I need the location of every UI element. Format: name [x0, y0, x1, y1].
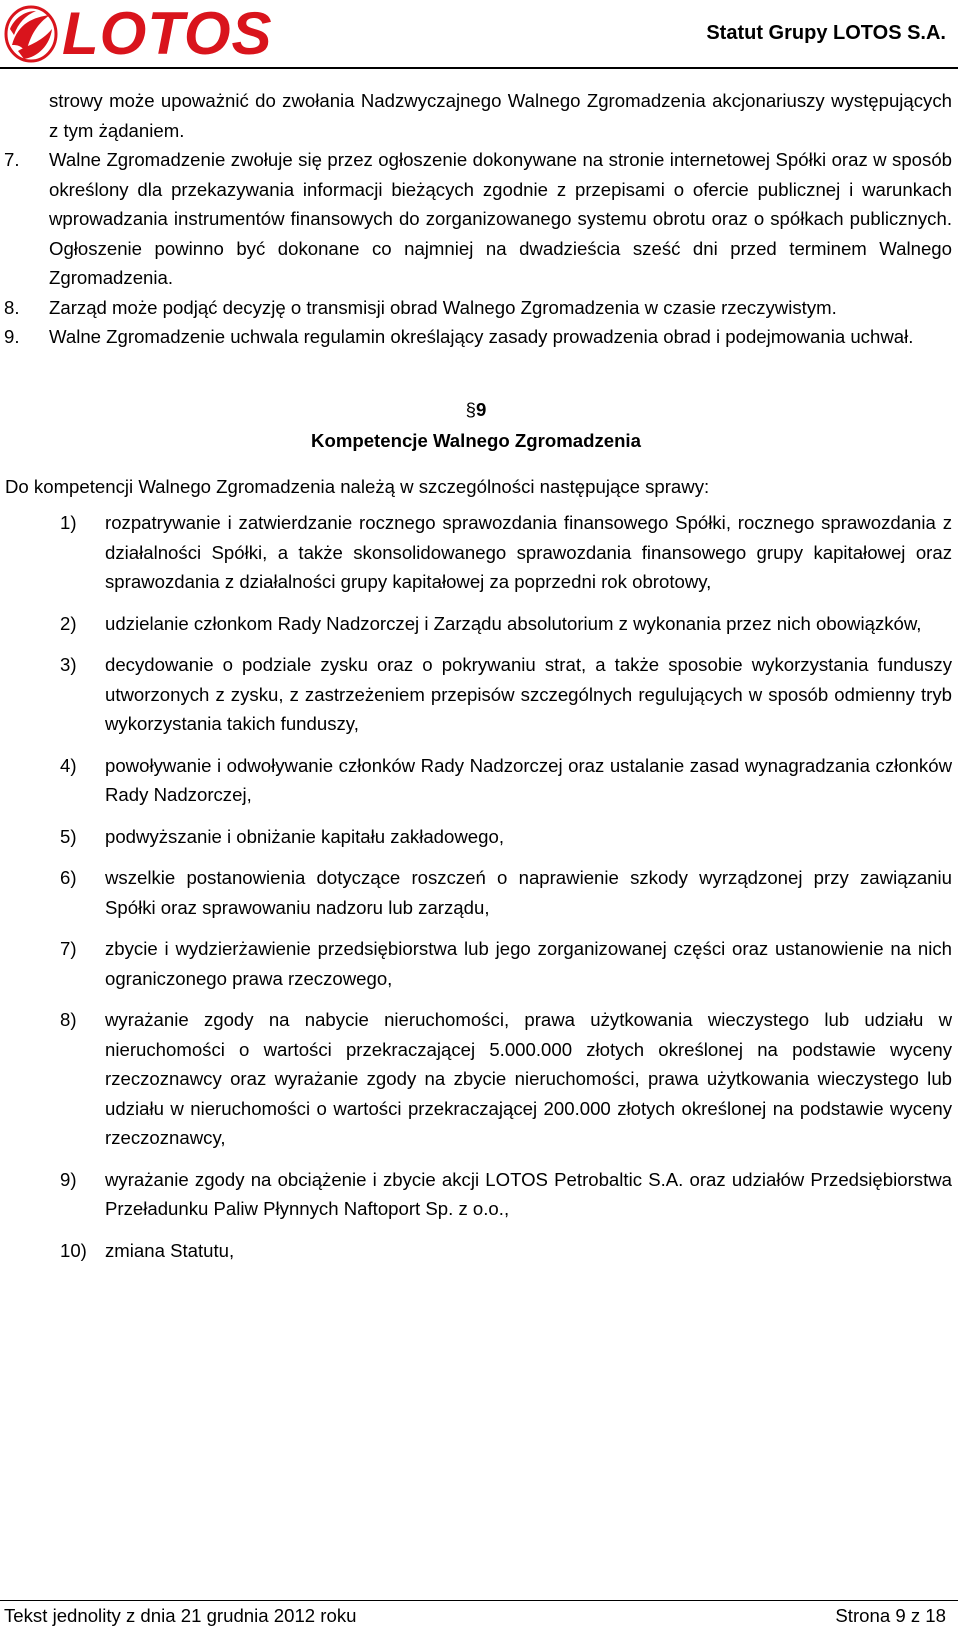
- item-text: Walne Zgromadzenie uchwala regulamin określający zasady prowadzenia obrad i podejmowania uchwał.: [49, 326, 914, 347]
- section-intro: Do kompetencji Walnego Zgromadzenia należą w szczególności następujące sprawy:: [5, 475, 710, 497]
- list-item-number: 6): [60, 867, 77, 888]
- list-item-text: decydowanie o podziale zysku oraz o pokrywaniu strat, a także sposobie wykorzystania funduszy utworzonych z zysku, z zastrzeżeniem przepisów szczególnych regulujących w sposób odmienny tryb wykorzystania takich funduszy,: [105, 654, 952, 734]
- list-item: [0, 822, 952, 852]
- logo-wordmark: LOTOS: [62, 0, 273, 67]
- list-item-number: 10): [60, 1239, 87, 1261]
- list-item-text: zmiana Statutu,: [105, 1239, 235, 1261]
- section-title: Kompetencje Walnego Zgromadzenia: [311, 429, 641, 451]
- lotos-emblem-icon: [4, 5, 58, 63]
- list-item: [0, 934, 952, 993]
- list-item-number: 1): [60, 512, 77, 533]
- section-number: §9: [465, 398, 487, 420]
- list-item-number: 5): [60, 825, 77, 847]
- footer-page-number: Strona 9 z 18: [835, 1605, 946, 1626]
- list-item-text: podwyższanie i obniżanie kapitału zakładowego,: [105, 825, 504, 847]
- list-item-number: 8): [60, 1009, 77, 1030]
- list-item-number: 2): [60, 612, 77, 634]
- list-item-number: 3): [60, 654, 77, 675]
- list-item-text: wyrażanie zgody na nabycie nieruchomości, prawa użytkowania wieczystego lub udziału w nieruchomości o wartości przekraczającej 5.000.000 złotych określonej na podstawie wyceny rzeczoznawcy oraz wyrażanie zgody na zbycie nieruchomości, prawa użytkowania wieczystego lub udziału w nieruchomości o wartości przekraczającej 200.000 złotych określonej na podstawie wyceny rzeczoznawcy,: [105, 1009, 952, 1148]
- list-item-text: zbycie i wydzierżawienie przedsiębiorstwa lub jego zorganizowanej części oraz ustanowienie na nich ograniczonego prawa rzeczowego,: [105, 938, 952, 989]
- list-item: [0, 508, 952, 597]
- page-header: [0, 0, 960, 72]
- header-divider: [0, 67, 958, 69]
- competence-list: [0, 508, 952, 1265]
- list-item-text: udzielanie członkom Rady Nadzorczej i Zarządu absolutorium z wykonania przez nich obowiązków,: [105, 612, 922, 634]
- list-item-number: 4): [60, 754, 77, 776]
- list-item: [0, 1165, 952, 1224]
- list-item: [0, 1236, 952, 1266]
- list-item-text: wszelkie postanowienia dotyczące roszczeń o naprawienie szkody wyrządzonej przy zawiązaniu Spółki oraz sprawowaniu nadzoru lub zarządu,: [105, 867, 952, 918]
- list-item-text: powoływanie i odwoływanie członków Rady Nadzorczej oraz ustalanie zasad wynagradzania członków Rady Nadzorczej,: [105, 754, 952, 805]
- lotos-logo: [4, 0, 273, 67]
- list-item-number: 9): [60, 1168, 77, 1190]
- list-item-text: wyrażanie zgody na obciążenie i zbycie akcji LOTOS Petrobaltic S.A. oraz udziałów Przedsiębiorstwa Przeładunku Paliw Płynnych Naftoport Sp. z o.o.,: [105, 1168, 952, 1219]
- footer-edition-date: Tekst jednolity z dnia 21 grudnia 2012 roku: [4, 1605, 357, 1626]
- list-item: [0, 609, 952, 639]
- list-item-number: 7): [60, 938, 77, 959]
- list-item: [0, 863, 952, 922]
- section-heading: [0, 394, 952, 456]
- list-item-text: rozpatrywanie i zatwierdzanie rocznego sprawozdania finansowego Spółki, rocznego sprawozdania z działalności Spółki, a także skonsolidowanego sprawozdania finansowego grupy kapitałowej oraz sprawozdania z działalności grupy kapitałowej za poprzedni rok obrotowy,: [105, 512, 952, 592]
- item-number: 7.: [4, 149, 20, 170]
- numbered-item-7: [0, 145, 952, 293]
- item-number: 8.: [4, 296, 20, 318]
- numbered-item-9: [0, 322, 952, 352]
- list-item: [0, 1005, 952, 1153]
- page-content: [0, 86, 952, 1277]
- footer-divider: [0, 1600, 958, 1601]
- list-item: [0, 751, 952, 810]
- item-number: 9.: [4, 326, 20, 347]
- document-title: Statut Grupy LOTOS S.A.: [706, 22, 946, 44]
- item-text: Zarząd może podjąć decyzję o transmisji obrad Walnego Zgromadzenia w czasie rzeczywistym.: [49, 296, 837, 318]
- item-text: Walne Zgromadzenie zwołuje się przez ogłoszenie dokonywane na stronie internetowej Spółki oraz w sposób określony dla przekazywania informacji bieżących zgodnie z przepisami o ofercie publicznej i warunkach wprowadzania instrumentów finansowych do zorganizowanego systemu obrotu oraz o spółkach publicznych. Ogłoszenie powinno być dokonane co najmniej na dwadzieścia sześć dni przed terminem Walnego Zgromadzenia.: [49, 149, 952, 288]
- continuation-paragraph: strowy może upoważnić do zwołania Nadzwyczajnego Walnego Zgromadzenia akcjonariuszy występujących z tym żądaniem.: [49, 90, 952, 141]
- list-item: [0, 650, 952, 739]
- numbered-item-8: [0, 293, 952, 323]
